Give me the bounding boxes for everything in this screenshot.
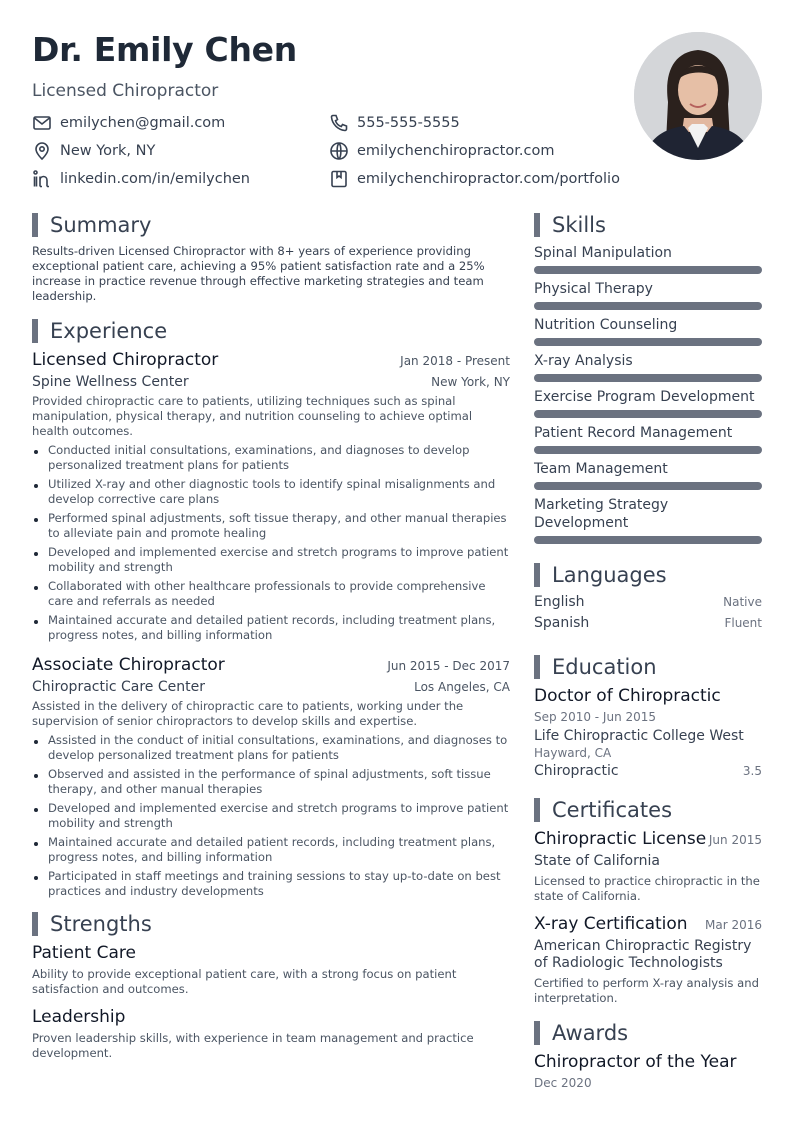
contact-email[interactable]: [32, 112, 225, 134]
contact-website[interactable]: [329, 140, 554, 162]
linkedin-text: linkedin.com/in/emilychen: [60, 171, 250, 187]
summary-text: Results-driven Licensed Chiropractor with 8+ years of experience providing exceptional patient care, achieving a 95% patient satisfaction rate and a 25% increase in practice revenue through effective marketing strategies and team leadership.: [32, 244, 485, 303]
candidate-title: Licensed Chiropractor: [32, 81, 219, 101]
skill-item: [534, 316, 762, 346]
language-item: [534, 615, 762, 636]
summary-heading: [32, 212, 510, 238]
profile-photo: [634, 32, 762, 160]
job-bullets: [32, 443, 510, 643]
heading-accent-bar: [534, 1021, 540, 1045]
strength-item: [32, 1007, 510, 1061]
job-company: Chiropractic Care Center: [32, 679, 205, 695]
heading-accent-bar: [534, 798, 540, 822]
certificates-heading: [534, 797, 762, 823]
contact-portfolio[interactable]: [329, 168, 620, 190]
education-dates: Sep 2010 - Jun 2015: [534, 710, 657, 724]
certificate-issuer: State of California: [534, 853, 660, 869]
job-bullet: Participated in staff meetings and training sessions to stay up-to-date on best practices and industry developments: [32, 869, 510, 899]
strength-title: Leadership: [32, 1007, 126, 1027]
phone-icon: [329, 113, 349, 133]
heading-accent-bar: [32, 213, 38, 237]
strength-item: [32, 943, 510, 997]
skill-level-bar: [534, 482, 762, 490]
education-gpa: 3.5: [742, 764, 762, 778]
linkedin-icon: [32, 169, 52, 189]
strength-title: Patient Care: [32, 943, 136, 963]
heading-accent-bar: [534, 655, 540, 679]
language-level: Fluent: [724, 616, 762, 630]
candidate-name: Dr. Emily Chen: [32, 30, 297, 69]
skill-name: Team Management: [534, 461, 668, 477]
award-title: Chiropractor of the Year: [534, 1052, 737, 1072]
skill-name: X-ray Analysis: [534, 353, 633, 369]
heading-accent-bar: [534, 213, 540, 237]
contact-info: [32, 112, 632, 192]
education-location: Hayward, CA: [534, 746, 612, 760]
job-dates: Jun 2015 - Dec 2017: [387, 659, 510, 673]
certificates-heading-text: Certificates: [552, 798, 673, 822]
strengths-heading: [32, 911, 510, 937]
contact-linkedin[interactable]: [32, 168, 250, 190]
job-bullet: Maintained accurate and detailed patient records, including treatment plans, progress notes, and billing information: [32, 613, 510, 643]
skill-level-bar: [534, 266, 762, 274]
education-school: Life Chiropractic College West: [534, 728, 744, 744]
languages-heading: [534, 562, 762, 588]
skill-item: [534, 424, 762, 454]
strength-description: Ability to provide exceptional patient care, with a strong focus on patient satisfaction and outcomes.: [32, 967, 457, 996]
map-pin-icon: [32, 141, 52, 161]
portfolio-text: emilychenchiropractor.com/portfolio: [357, 171, 620, 187]
languages-heading-text: Languages: [552, 563, 667, 587]
strength-description: Proven leadership skills, with experience in team management and practice development.: [32, 1031, 474, 1060]
skill-name: Nutrition Counseling: [534, 317, 678, 333]
skill-level-bar: [534, 338, 762, 346]
education-field: Chiropractic: [534, 763, 619, 779]
job-dates: Jan 2018 - Present: [400, 354, 510, 368]
job-bullet: Assisted in the conduct of initial consultations, examinations, and diagnoses to develop personalized treatment plans for patients: [32, 733, 510, 763]
language-name: English: [534, 594, 585, 610]
skill-item: [534, 496, 762, 544]
job-location: Los Angeles, CA: [414, 680, 510, 694]
phone-text: 555-555-5555: [357, 115, 460, 131]
job-bullet: Performed spinal adjustments, soft tissue therapy, and other manual therapies to alleviate pain and promote healing: [32, 511, 510, 541]
certificate-item: [534, 914, 762, 1006]
job-description: Provided chiropractic care to patients, utilizing techniques such as spinal manipulation, physical therapy, and nutrition counseling to achieve optimal health outcomes.: [32, 394, 473, 438]
job-bullet: Conducted initial consultations, examinations, and diagnoses to develop personalized treatment plans for patients: [32, 443, 510, 473]
heading-accent-bar: [534, 563, 540, 587]
globe-icon: [329, 141, 349, 161]
skill-item: [534, 244, 762, 274]
skill-level-bar: [534, 410, 762, 418]
skill-name: Marketing Strategy Development: [534, 497, 669, 531]
job-description: Assisted in the delivery of chiropractic care to patients, working under the supervision of senior chiropractors to develop skills and expertise.: [32, 699, 464, 728]
job-bullet: Developed and implemented exercise and stretch programs to improve patient mobility and strength: [32, 545, 510, 575]
skill-level-bar: [534, 536, 762, 544]
skill-level-bar: [534, 374, 762, 382]
resume-header: [32, 30, 632, 101]
email-text: emilychen@gmail.com: [60, 115, 226, 131]
skill-item: [534, 388, 762, 418]
job-bullet: Utilized X-ray and other diagnostic tools to identify spinal misalignments and develop corrective care plans: [32, 477, 510, 507]
skill-name: Physical Therapy: [534, 281, 653, 297]
skills-heading: [534, 212, 762, 238]
bookmark-icon: [329, 169, 349, 189]
job-bullets: [32, 733, 510, 899]
contact-phone[interactable]: [329, 112, 460, 134]
experience-heading-text: Experience: [50, 319, 168, 343]
skill-item: [534, 460, 762, 490]
certificate-title: Chiropractic License: [534, 829, 707, 849]
certificate-description: Certified to perform X-ray analysis and interpretation.: [534, 976, 759, 1005]
skill-level-bar: [534, 302, 762, 310]
experience-item: [32, 350, 510, 643]
job-bullet: Observed and assisted in the performance of spinal adjustments, soft tissue therapy, and other manual therapies: [32, 767, 510, 797]
language-name: Spanish: [534, 615, 590, 631]
certificate-title: X-ray Certification: [534, 914, 688, 934]
experience-heading: [32, 318, 510, 344]
contact-location: [32, 140, 155, 162]
skill-item: [534, 352, 762, 382]
job-company: Spine Wellness Center: [32, 374, 189, 390]
skill-item: [534, 280, 762, 310]
right-column: [534, 212, 762, 1090]
language-level: Native: [723, 595, 762, 609]
location-text: New York, NY: [60, 143, 156, 159]
certificate-item: [534, 829, 762, 904]
certificate-date: Jun 2015: [708, 833, 762, 847]
skill-level-bar: [534, 446, 762, 454]
skills-list: [534, 244, 762, 544]
strengths-heading-text: Strengths: [50, 912, 152, 936]
summary-heading-text: Summary: [50, 213, 152, 237]
left-column: [32, 212, 510, 1071]
education-degree: Doctor of Chiropractic: [534, 686, 721, 706]
education-heading-text: Education: [552, 655, 657, 679]
heading-accent-bar: [32, 319, 38, 343]
certificate-date: Mar 2016: [705, 918, 762, 932]
certificate-issuer: American Chiropractic Registry of Radiologic Technologists: [534, 938, 752, 971]
job-location: New York, NY: [431, 375, 510, 389]
education-heading: [534, 654, 762, 680]
skills-heading-text: Skills: [552, 213, 606, 237]
certificate-description: Licensed to practice chiropractic in the state of California.: [534, 874, 760, 903]
language-item: [534, 594, 762, 615]
awards-heading-text: Awards: [552, 1021, 629, 1045]
experience-item: [32, 655, 510, 899]
heading-accent-bar: [32, 912, 38, 936]
job-title: Associate Chiropractor: [32, 655, 225, 675]
skill-name: Exercise Program Development: [534, 389, 755, 405]
website-text: emilychenchiropractor.com: [357, 143, 555, 159]
job-bullet: Developed and implemented exercise and stretch programs to improve patient mobility and strength: [32, 801, 510, 831]
skill-name: Spinal Manipulation: [534, 245, 672, 261]
job-title: Licensed Chiropractor: [32, 350, 219, 370]
skill-name: Patient Record Management: [534, 425, 733, 441]
award-item: [534, 1052, 762, 1090]
award-date: Dec 2020: [534, 1076, 592, 1090]
education-item: [534, 686, 762, 779]
envelope-icon: [32, 113, 52, 133]
awards-heading: [534, 1020, 762, 1046]
job-bullet: Maintained accurate and detailed patient records, including treatment plans, progress notes, and billing information: [32, 835, 510, 865]
job-bullet: Collaborated with other healthcare professionals to provide comprehensive care and referrals as needed: [32, 579, 510, 609]
